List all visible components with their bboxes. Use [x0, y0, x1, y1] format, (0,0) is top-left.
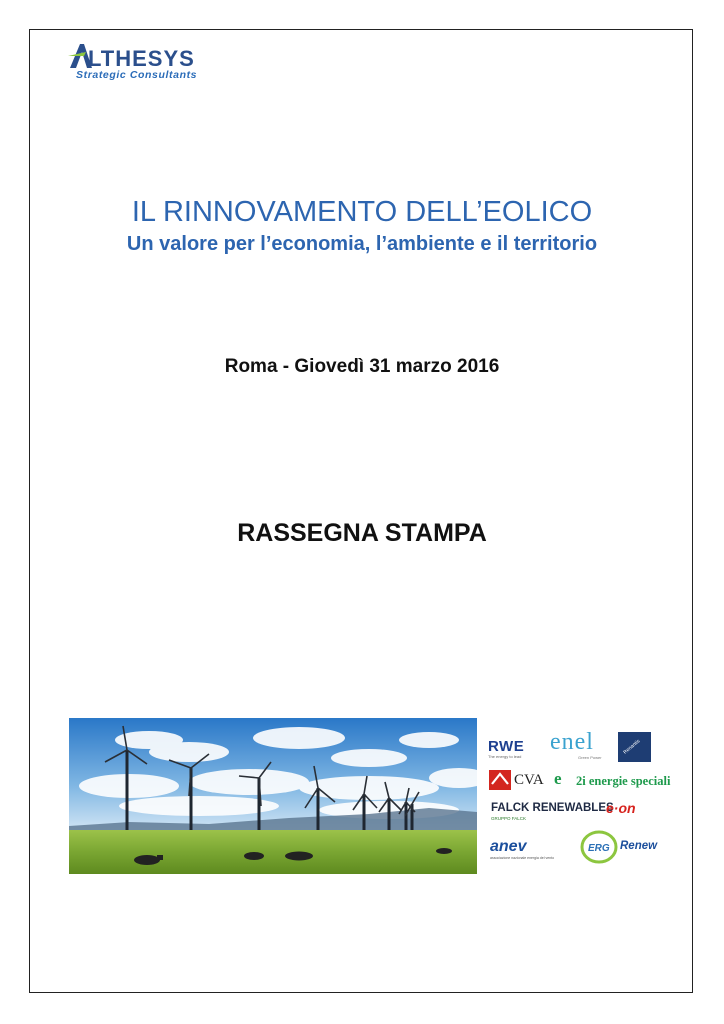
falck-group-label: GRUPPO FALCK	[491, 816, 527, 821]
enel-logo: enel	[550, 729, 594, 755]
e2i-logo-prefix: e	[554, 769, 562, 788]
cva-mark-icon	[489, 770, 511, 790]
erg-label: ERG	[588, 843, 610, 854]
logo-subtitle: Strategic Consultants	[76, 69, 198, 81]
enel-tagline: Green Power	[578, 755, 602, 760]
document-subtitle: Un valore per l’economia, l’ambiente e il territorio	[126, 233, 598, 255]
anev-tagline: associazione nazionale energia del vento	[490, 856, 555, 860]
document-title: IL RINNOVAMENTO DELL’EOLICO	[131, 196, 593, 228]
sponsor-logos	[484, 722, 671, 872]
cva-logo: CVA	[514, 772, 544, 788]
eon-logo: e·on	[606, 800, 636, 816]
event-date: Roma - Giovedì 31 marzo 2016	[224, 356, 500, 377]
e2i-logo: 2i energie speciali	[576, 774, 671, 788]
erg-renew-logo: Renew	[620, 840, 658, 852]
wind-farm-photo	[69, 718, 477, 874]
falck-renewables-logo: FALCK RENEWABLES	[491, 802, 614, 814]
anev-logo: anev	[490, 838, 527, 855]
section-title: RASSEGNA STAMPA	[237, 519, 487, 547]
erg-logo-icon	[580, 830, 618, 864]
rwe-logo: RWE	[488, 738, 525, 755]
renantis-logo	[618, 732, 651, 762]
logo-name: LTHESYS	[88, 46, 195, 71]
althesys-logo	[68, 44, 218, 84]
renantis-label: Renantis	[622, 738, 642, 756]
rwe-tagline: The energy to lead	[488, 754, 522, 759]
